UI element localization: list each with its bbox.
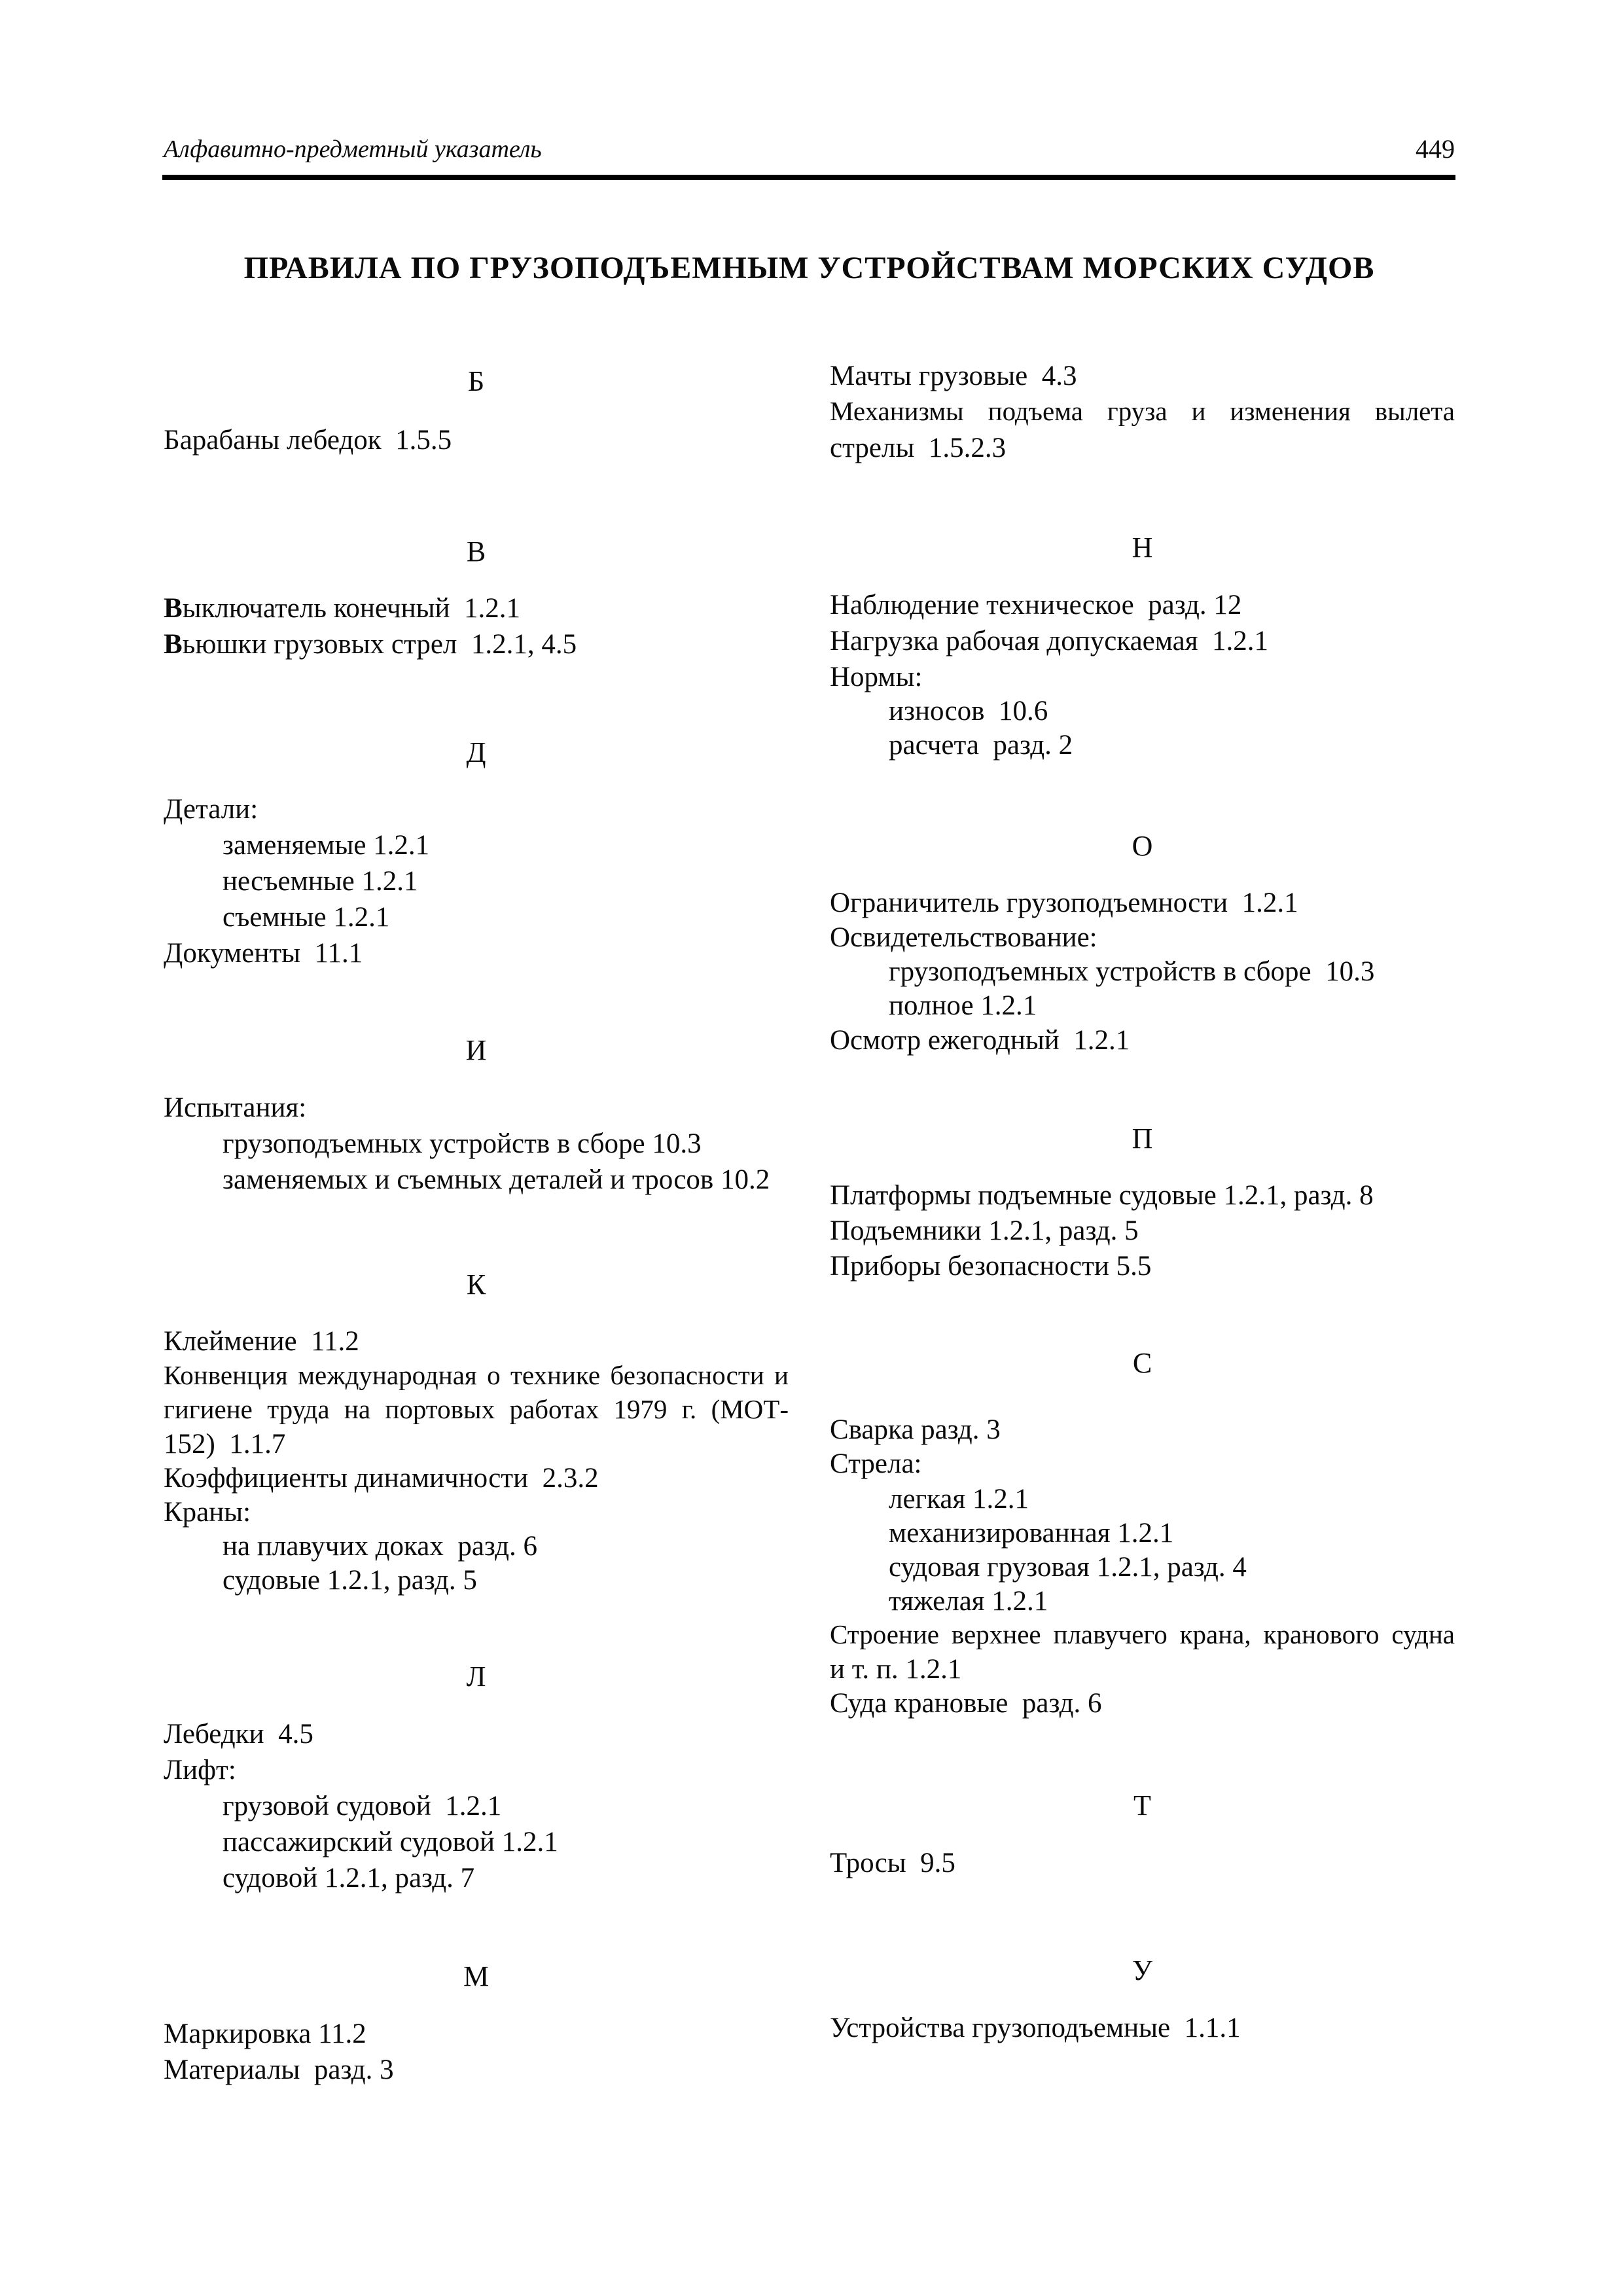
index-subentry: судовые 1.2.1, разд. 5 xyxy=(223,1565,477,1596)
index-entry: 152) 1.1.7 xyxy=(164,1429,286,1460)
index-subentry: на плавучих доках разд. 6 xyxy=(223,1531,537,1562)
index-subentry: расчета разд. 2 xyxy=(889,730,1073,761)
index-subentry: грузоподъемных устройств в сборе 10.3 xyxy=(889,956,1375,987)
index-entry: Тросы 9.5 xyxy=(830,1848,955,1878)
index-subentry: полное 1.2.1 xyxy=(889,990,1037,1021)
section-letter: Б xyxy=(467,365,485,397)
index-entry: Подъемники 1.2.1, разд. 5 xyxy=(830,1215,1139,1246)
section-letter: К xyxy=(466,1268,486,1300)
index-subentry: судовой 1.2.1, разд. 7 xyxy=(223,1863,475,1893)
entry-text: ыключатель конечный 1.2.1 xyxy=(182,593,520,624)
entry-lead-letter: В xyxy=(164,593,183,624)
index-subentry: грузовой судовой 1.2.1 xyxy=(223,1791,502,1821)
index-entry: и т. п. 1.2.1 xyxy=(830,1654,962,1685)
index-entry: Маркировка 11.2 xyxy=(164,2018,366,2049)
index-entry: Платформы подъемные судовые 1.2.1, разд. 8 xyxy=(830,1180,1374,1211)
index-subentry: легкая 1.2.1 xyxy=(889,1484,1029,1515)
index-entry: Наблюдение техническое разд. 12 xyxy=(830,590,1242,620)
section-letter: И xyxy=(465,1034,487,1066)
index-entry xyxy=(164,628,577,660)
index-entry: Освидетельствование: xyxy=(830,922,1097,953)
index-entry: Клеймение 11.2 xyxy=(164,1326,359,1357)
index-subentry: грузоподъемных устройств в сборе 10.3 xyxy=(223,1128,702,1159)
index-subentry: износов 10.6 xyxy=(889,696,1048,726)
section-letter: О xyxy=(1132,830,1153,862)
section-letter: У xyxy=(1132,1954,1153,1986)
page-number: 449 xyxy=(1416,134,1455,164)
index-subentry: съемные 1.2.1 xyxy=(223,902,390,933)
entry-lead-letter: В xyxy=(164,629,183,660)
index-entry: Стрела: xyxy=(830,1448,922,1479)
index-subentry: заменяемые 1.2.1 xyxy=(223,830,430,861)
index-subentry: судовая грузовая 1.2.1, разд. 4 xyxy=(889,1552,1247,1583)
index-entry: Барабаны лебедок 1.5.5 xyxy=(164,425,452,456)
index-entry: гигиене труда на портовых работах 1979 г. (МОТ- xyxy=(164,1394,789,1424)
index-entry: Нагрузка рабочая допускаемая 1.2.1 xyxy=(830,626,1269,656)
index-subentry: несъемные 1.2.1 xyxy=(223,866,418,897)
entry-text: ьюшки грузовых стрел 1.2.1, 4.5 xyxy=(182,629,577,660)
index-entry: Краны: xyxy=(164,1497,251,1528)
index-entry: Суда крановые разд. 6 xyxy=(830,1688,1102,1719)
document-title: ПРАВИЛА ПО ГРУЗОПОДЪЕМНЫМ УСТРОЙСТВАМ МОРСКИХ СУДОВ xyxy=(243,251,1375,285)
index-entry: Испытания: xyxy=(164,1092,307,1123)
section-letter: В xyxy=(466,535,486,567)
index-entry: Лифт: xyxy=(164,1755,236,1785)
index-subentry: тяжелая 1.2.1 xyxy=(889,1586,1048,1617)
index-column-right xyxy=(830,0,1455,2296)
section-letter: Н xyxy=(1132,531,1153,564)
index-entry: стрелы 1.5.2.3 xyxy=(830,433,1007,463)
section-letter: С xyxy=(1132,1347,1152,1379)
index-entry: Сварка разд. 3 xyxy=(830,1414,1001,1445)
index-entry: Механизмы подъема груза и изменения вылета xyxy=(830,396,1455,426)
section-letter: Л xyxy=(466,1660,486,1693)
index-entry xyxy=(164,592,520,624)
index-entry: Конвенция международная о технике безопасности и xyxy=(164,1360,789,1390)
index-entry: Документы 11.1 xyxy=(164,938,363,969)
index-column-left xyxy=(164,0,789,2296)
index-entry: Устройства грузоподъемные 1.1.1 xyxy=(830,2013,1241,2043)
section-letter: Д xyxy=(466,736,486,768)
index-entry: Коэффициенты динамичности 2.3.2 xyxy=(164,1463,599,1494)
index-entry: Материалы разд. 3 xyxy=(164,2054,394,2085)
index-entry: Лебедки 4.5 xyxy=(164,1719,313,1749)
index-entry: Мачты грузовые 4.3 xyxy=(830,361,1077,391)
index-entry: Осмотр ежегодный 1.2.1 xyxy=(830,1025,1130,1056)
index-entry: Нормы: xyxy=(830,662,923,692)
index-entry: Строение верхнее плавучего крана, кранового судна xyxy=(830,1619,1455,1649)
index-subentry: заменяемых и съемных деталей и тросов 10.2 xyxy=(223,1164,770,1195)
index-subentry: пассажирский судовой 1.2.1 xyxy=(223,1827,558,1857)
section-letter: П xyxy=(1132,1122,1153,1155)
index-entry: Приборы безопасности 5.5 xyxy=(830,1251,1152,1282)
index-entry: Ограничитель грузоподъемности 1.2.1 xyxy=(830,888,1298,918)
running-head: Алфавитно-предметный указатель xyxy=(164,135,542,163)
section-letter: Т xyxy=(1133,1789,1151,1821)
index-entry: Детали: xyxy=(164,794,259,825)
section-letter: М xyxy=(463,1960,490,1992)
index-subentry: механизированная 1.2.1 xyxy=(889,1518,1174,1549)
